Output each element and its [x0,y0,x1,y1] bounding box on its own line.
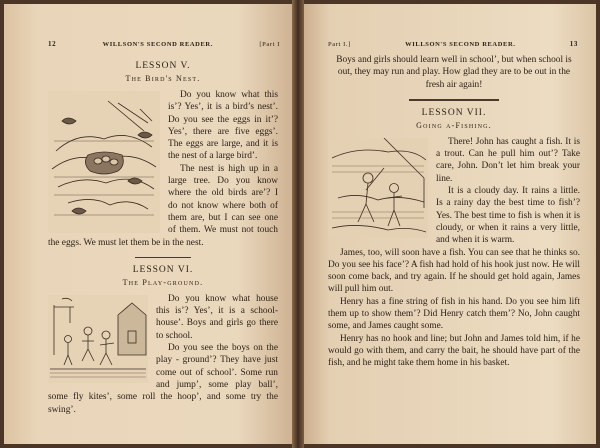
book-gutter [292,0,304,448]
lesson-5-heading: LESSON V. [135,61,191,71]
right-content [328,54,580,370]
lesson-7-heading: LESSON VII. [421,107,487,118]
fishing-illustration [328,138,428,238]
lesson-6-subtitle: The Play-ground. [122,277,204,287]
left-part-label: [Part I [259,40,280,48]
continuation-paragraph: Boys and girls should learn well in school’, but when school is out, they may run and play. How glad they are to be out in the fresh air again! [336,55,572,90]
lesson-6-heading: LESSON VI. [132,264,194,275]
lesson-5-paragraph-1: Do you know what this is’? Yes’, it is a bird’s nest’. Do you see the eggs in it’? Yes’, there are five eggs’. The eggs are large, and it is the nest of a large bird’. [168,90,278,162]
bird-nest-illustration [48,91,160,233]
left-content [48,60,278,416]
playground-icon [48,295,148,383]
lesson-6-paragraph-1: Do you know what house this is’? Yes’, it is a school-house’. Boys and girls go there to school. [156,293,278,341]
lesson-7-paragraph-3: James, too, will soon have a fish. You can see that he thinks so. Do you see his face’? A fish had hold of his hook just now. He will soon come back, and try again. If he should get hold again, James will pull him out. [328,247,580,295]
lesson-5-subtitle: The Bird's Nest. [125,74,201,83]
fishing-icon [328,138,428,238]
lesson-7-paragraph-4: Henry has a fine string of fish in his hand. Do you see him lift them up to show them’? Did Henry catch them’? No, John caught some, and James caught some. [328,296,580,332]
lesson-7-subtitle: Going a-Fishing. [416,120,492,130]
right-page [300,4,596,444]
lesson-7-paragraph-2: It is a cloudy day. It rains a little. Is a rainy day the best time to fish’? Yes. The best time to fish is when it is cloudy, or when it rains a very little, and when it is warm. [436,186,580,246]
lesson-7-paragraph-5: Henry has no hook and line; but John and James told him, if he would go with them, and carry the bait, he should have part of the fish, and he might take them home in his basket. [328,333,580,369]
left-running-head [48,40,280,48]
right-part-label: Part I.] [328,40,351,48]
left-running-title: WILLSON'S SECOND READER. [102,40,213,48]
lesson-divider [135,257,191,258]
lesson-6-paragraph-2: Do you see the boys on the play - ground’? They have just come out of school’. Some run and jump’, some play ball’, some fly kites’, some roll the hoop’, and some try the swing’. [48,343,278,415]
bird-nest-icon [48,91,160,233]
playground-illustration [48,295,148,383]
right-running-head [328,40,578,48]
lesson-5-paragraph-2: The nest is high up in a large tree. Do you know where the old birds are’? I do not know where both of them are, but I can see one of them. We must not touch the eggs. We must let them be in the nest. [48,163,278,248]
lesson-divider-right [409,99,499,101]
right-running-title: WILLSON'S SECOND READER. [405,40,516,48]
lesson-7-paragraph-1: There! John has caught a fish. It is a trout. Can he pull him out’? Take care, John. Don’t let him break your line. [436,136,580,184]
left-page-number: 12 [48,40,57,48]
right-page-number: 13 [569,40,578,48]
left-page [4,4,296,444]
